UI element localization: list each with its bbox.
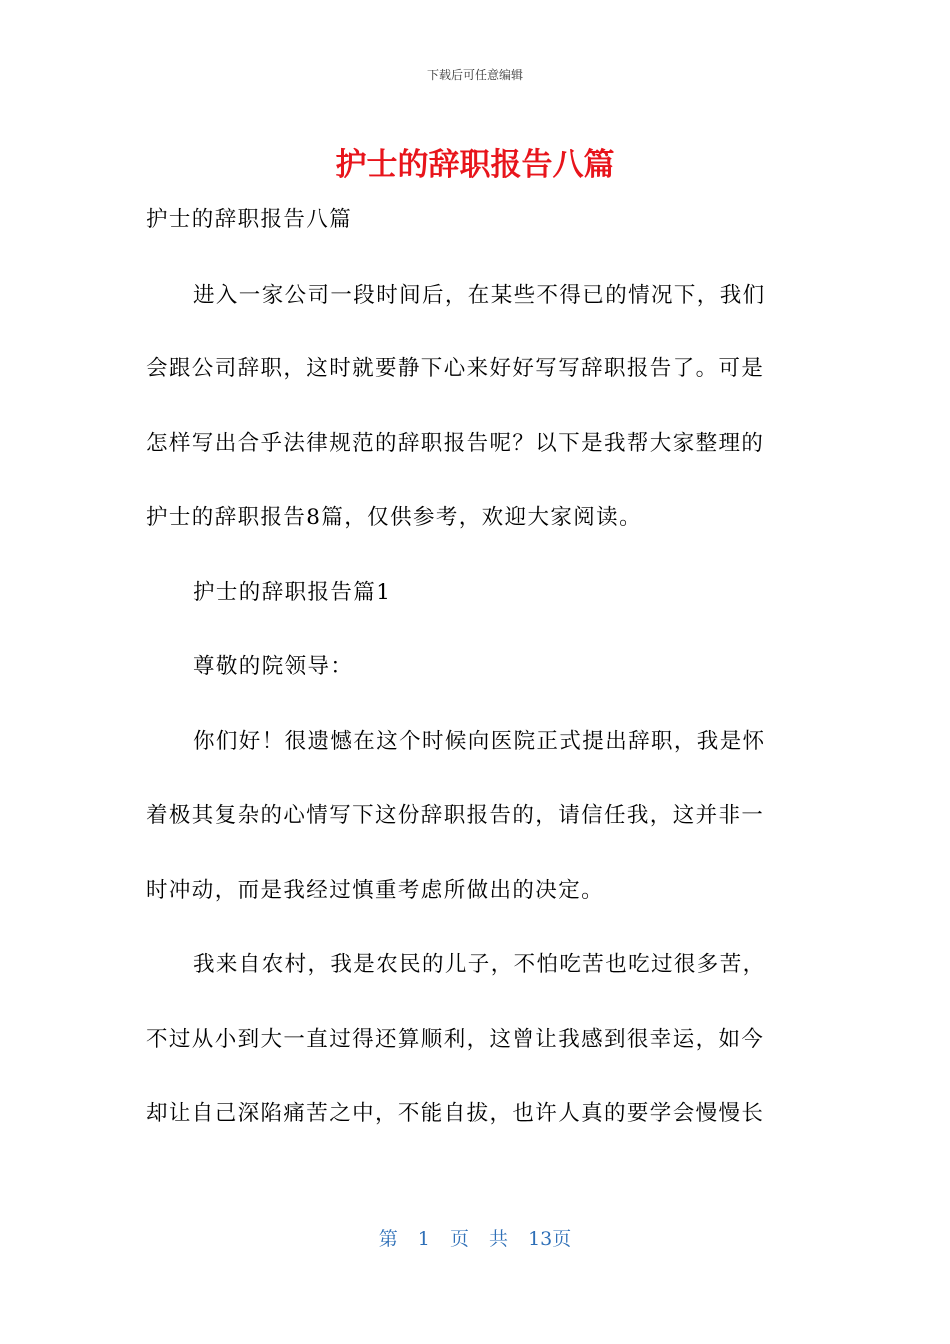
section-heading: 护士的辞职报告篇1 — [193, 580, 392, 605]
body-line: 你们好！很遗憾在这个时候向医院正式提出辞职，我是怀 — [193, 729, 766, 754]
salutation: 尊敬的院领导： — [193, 654, 354, 679]
footer-page-word: 页 — [449, 1228, 469, 1250]
footer-current-page: 1 — [417, 1228, 430, 1250]
body-line: 着极其复杂的心情写下这份辞职报告的，请信任我，这并非一 — [146, 803, 765, 828]
footer-total-pages: 13页 — [528, 1228, 572, 1250]
footer-page-label: 第 — [378, 1228, 398, 1250]
body-line: 不过从小到大一直过得还算顺利，这曾让我感到很幸运，如今 — [146, 1027, 765, 1052]
body-line: 怎样写出合乎法律规范的辞职报告呢？以下是我帮大家整理的 — [146, 431, 765, 456]
subtitle-line: 护士的辞职报告八篇 — [146, 207, 353, 232]
body-line: 却让自己深陷痛苦之中，不能自拔，也许人真的要学会慢慢长 — [146, 1101, 765, 1126]
document-title: 护士的辞职报告八篇 — [335, 147, 615, 183]
footer-total-label: 共 — [489, 1228, 509, 1250]
page-header-note: 下载后可任意编辑 — [426, 68, 523, 82]
body-line: 时冲动，而是我经过慎重考虑所做出的决定。 — [146, 878, 605, 903]
body-line: 进入一家公司一段时间后，在某些不得已的情况下，我们 — [193, 283, 766, 308]
body-line: 会跟公司辞职，这时就要静下心来好好写写辞职报告了。可是 — [146, 356, 765, 381]
body-line: 我来自农村，我是农民的儿子，不怕吃苦也吃过很多苦， — [193, 952, 766, 977]
page-footer — [0, 1225, 950, 1253]
body-line: 护士的辞职报告8篇，仅供参考，欢迎大家阅读。 — [146, 505, 642, 530]
